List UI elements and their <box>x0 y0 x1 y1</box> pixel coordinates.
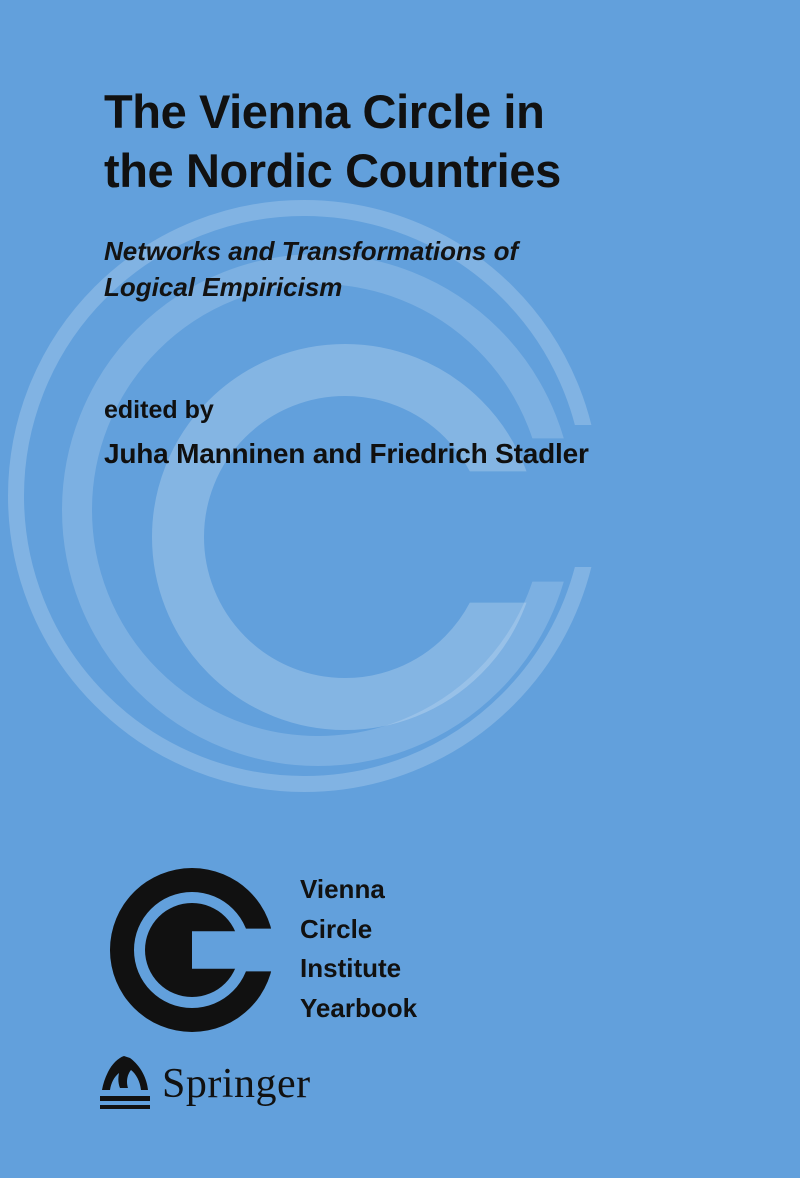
book-title <box>104 82 704 200</box>
wordmark-line-vienna: Vienna <box>300 874 385 904</box>
vienna-circle-institute-logo-icon <box>104 862 280 1038</box>
book-subtitle-line-2: Logical Empiricism <box>104 272 343 303</box>
editors-names: Juha Manninen and Friedrich Stadler <box>104 438 589 470</box>
vienna-circle-institute-wordmark <box>300 870 417 1028</box>
wordmark-line-circle: Circle <box>300 913 373 944</box>
cover-text-block <box>104 82 704 470</box>
publisher-name: Springer <box>162 1061 311 1107</box>
book-title-line-2: the Nordic Countries <box>104 144 561 198</box>
springer-knight-icon <box>96 1052 154 1114</box>
book-title-line-1: The Vienna Circle in <box>104 85 545 138</box>
book-subtitle-line-1: Networks and Transformations of <box>104 236 519 267</box>
publisher-logo-block <box>96 1052 356 1124</box>
book-subtitle <box>104 234 704 306</box>
wordmark-line-yearbook: Yearbook <box>300 992 418 1023</box>
vienna-circle-institute-block <box>104 862 524 1042</box>
wordmark-line-institute: Institute <box>300 953 402 984</box>
edited-by-label: edited by <box>104 396 214 425</box>
